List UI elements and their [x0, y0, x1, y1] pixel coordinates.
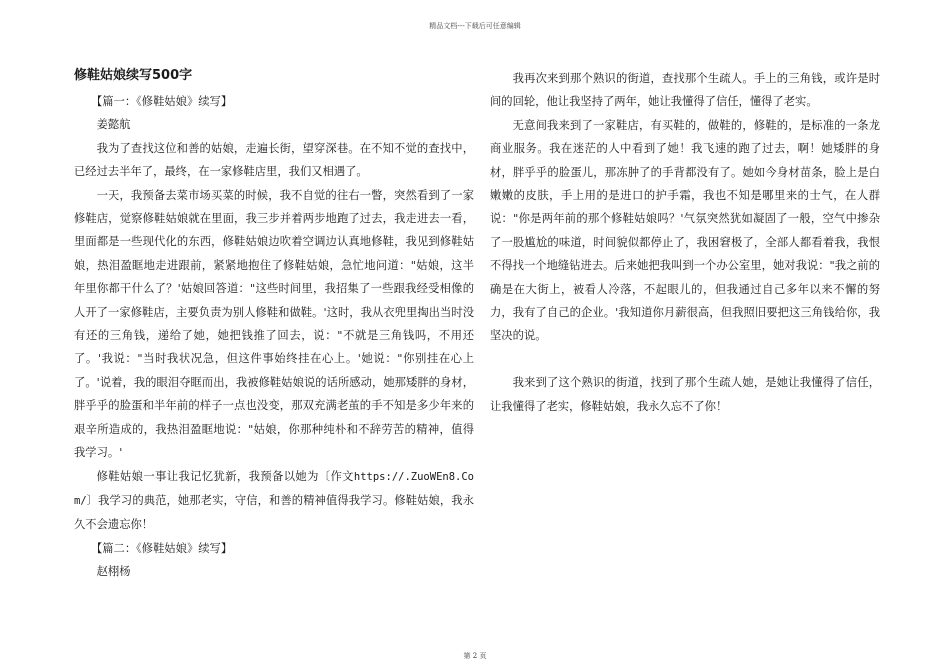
left-column	[74, 67, 474, 584]
paragraph: 无意间我来到了一家鞋店，有买鞋的，做鞋的，修鞋的，是标准的一条龙商业服务。我在迷茫的人中看到了她！我飞速的跑了过去，啊！她矮胖的身材，胖乎乎的脸蛋儿，那冻肿了的手背都没有了。她如今身材苗条，脸上是白嫩嫩的皮肤，手上用的是进口的护手霜，我也不知是哪里来的士气，在人群说："你是两年前的那个修鞋姑娘吗？'气氛突然犹如凝固了一般，空气中掺杂了一股尴尬的味道，时间貌似都停止了，我困窘极了，全部人都看着我，我恨不得找一个地缝钻进去。后来她把我叫到一个办公室里，她对我说："我之前的确是在大街上，被看人冷落，不起眼儿的，但我通过自己多年以来不懈的努力，我有了自己的企业。'我知道你月薪很高，但我照旧要把这三角钱给你，我坚决的说。	[490, 118, 880, 343]
section-heading-2: 【篇二：《修鞋姑娘》续写】	[90, 541, 233, 555]
author-name-1: 姜懿航	[96, 118, 131, 132]
paragraph-spacer	[490, 348, 880, 371]
document-header-note: 精品文档---下载后可任意编辑	[429, 22, 521, 30]
document-title: 修鞋姑娘续写500字	[74, 68, 193, 83]
url-text: https://.ZuoWEn8.Com/	[74, 470, 474, 507]
paragraph: 一天，我预备去菜市场买菜的时候，我不自觉的往右一瞥，突然看到了一家修鞋店，觉察修鞋姑娘就在里面，我三步并着两步地跑了过去，我走进去一看，里面都是一些现代化的东西，修鞋姑娘边吹着空调边认真地修鞋，我见到修鞋姑娘，热泪盈眶地走进跟前，紧紧地抱住了修鞋姑娘，急忙地问道："姑娘，这半年里你都干什么了？'姑娘回答道："这些时间里，我招集了一些跟我经受相像的人开了一家修鞋店，主要负责为别人修鞋和做鞋。'这时，我从衣兜里掏出当时没有还的三角钱，递给了她，她把钱推了回去，说："不就是三角钱吗，不用还了。'我说："当时我状况急，但这件事始终挂在心上。'她说："你别挂在心上了。'说着，我的眼泪夺眶而出，我被修鞋姑娘说的话所感动，她那矮胖的身材，胖乎乎的脸蛋和半年前的样子一点也没变，那双充满老茧的手不知是多少年来的艰辛所造成的，我热泪盈眶地说："姑娘，你那种纯朴和不辞劳苦的精神，值得我学习。'	[74, 188, 474, 460]
paragraph-text: 〕我学习的典范，她那老实，守信，和善的精神值得我学习。修鞋姑娘，我永久不会遗忘你！	[74, 493, 474, 532]
paragraph: 我为了查找这位和善的姑娘，走遍长街，望穿深巷。在不知不觉的查找中，已经过去半年了，最终，在一家修鞋店里，我们又相遇了。	[74, 141, 474, 179]
right-column	[490, 67, 880, 418]
section-heading-1: 【篇一：《修鞋姑娘》续写】	[90, 95, 233, 108]
author-name-2: 赵栩杨	[96, 565, 131, 579]
paragraph	[74, 465, 474, 537]
paragraph: 我来到了这个熟识的街道，找到了那个生疏人她，是她让我懂得了信任，让我懂得了老实，修鞋姑娘，我永久忘不了你！	[490, 376, 880, 413]
paragraph-text: 修鞋姑娘一事让我记忆犹新，我预备以她为〔作文	[96, 469, 354, 483]
paragraph: 我再次来到那个熟识的街道，查找那个生疏人。手上的三角钱，或许是时间的回轮，他让我坚持了两年，她让我懂得了信任，懂得了老实。	[490, 72, 880, 109]
page-number: 第 2 页	[463, 652, 487, 660]
